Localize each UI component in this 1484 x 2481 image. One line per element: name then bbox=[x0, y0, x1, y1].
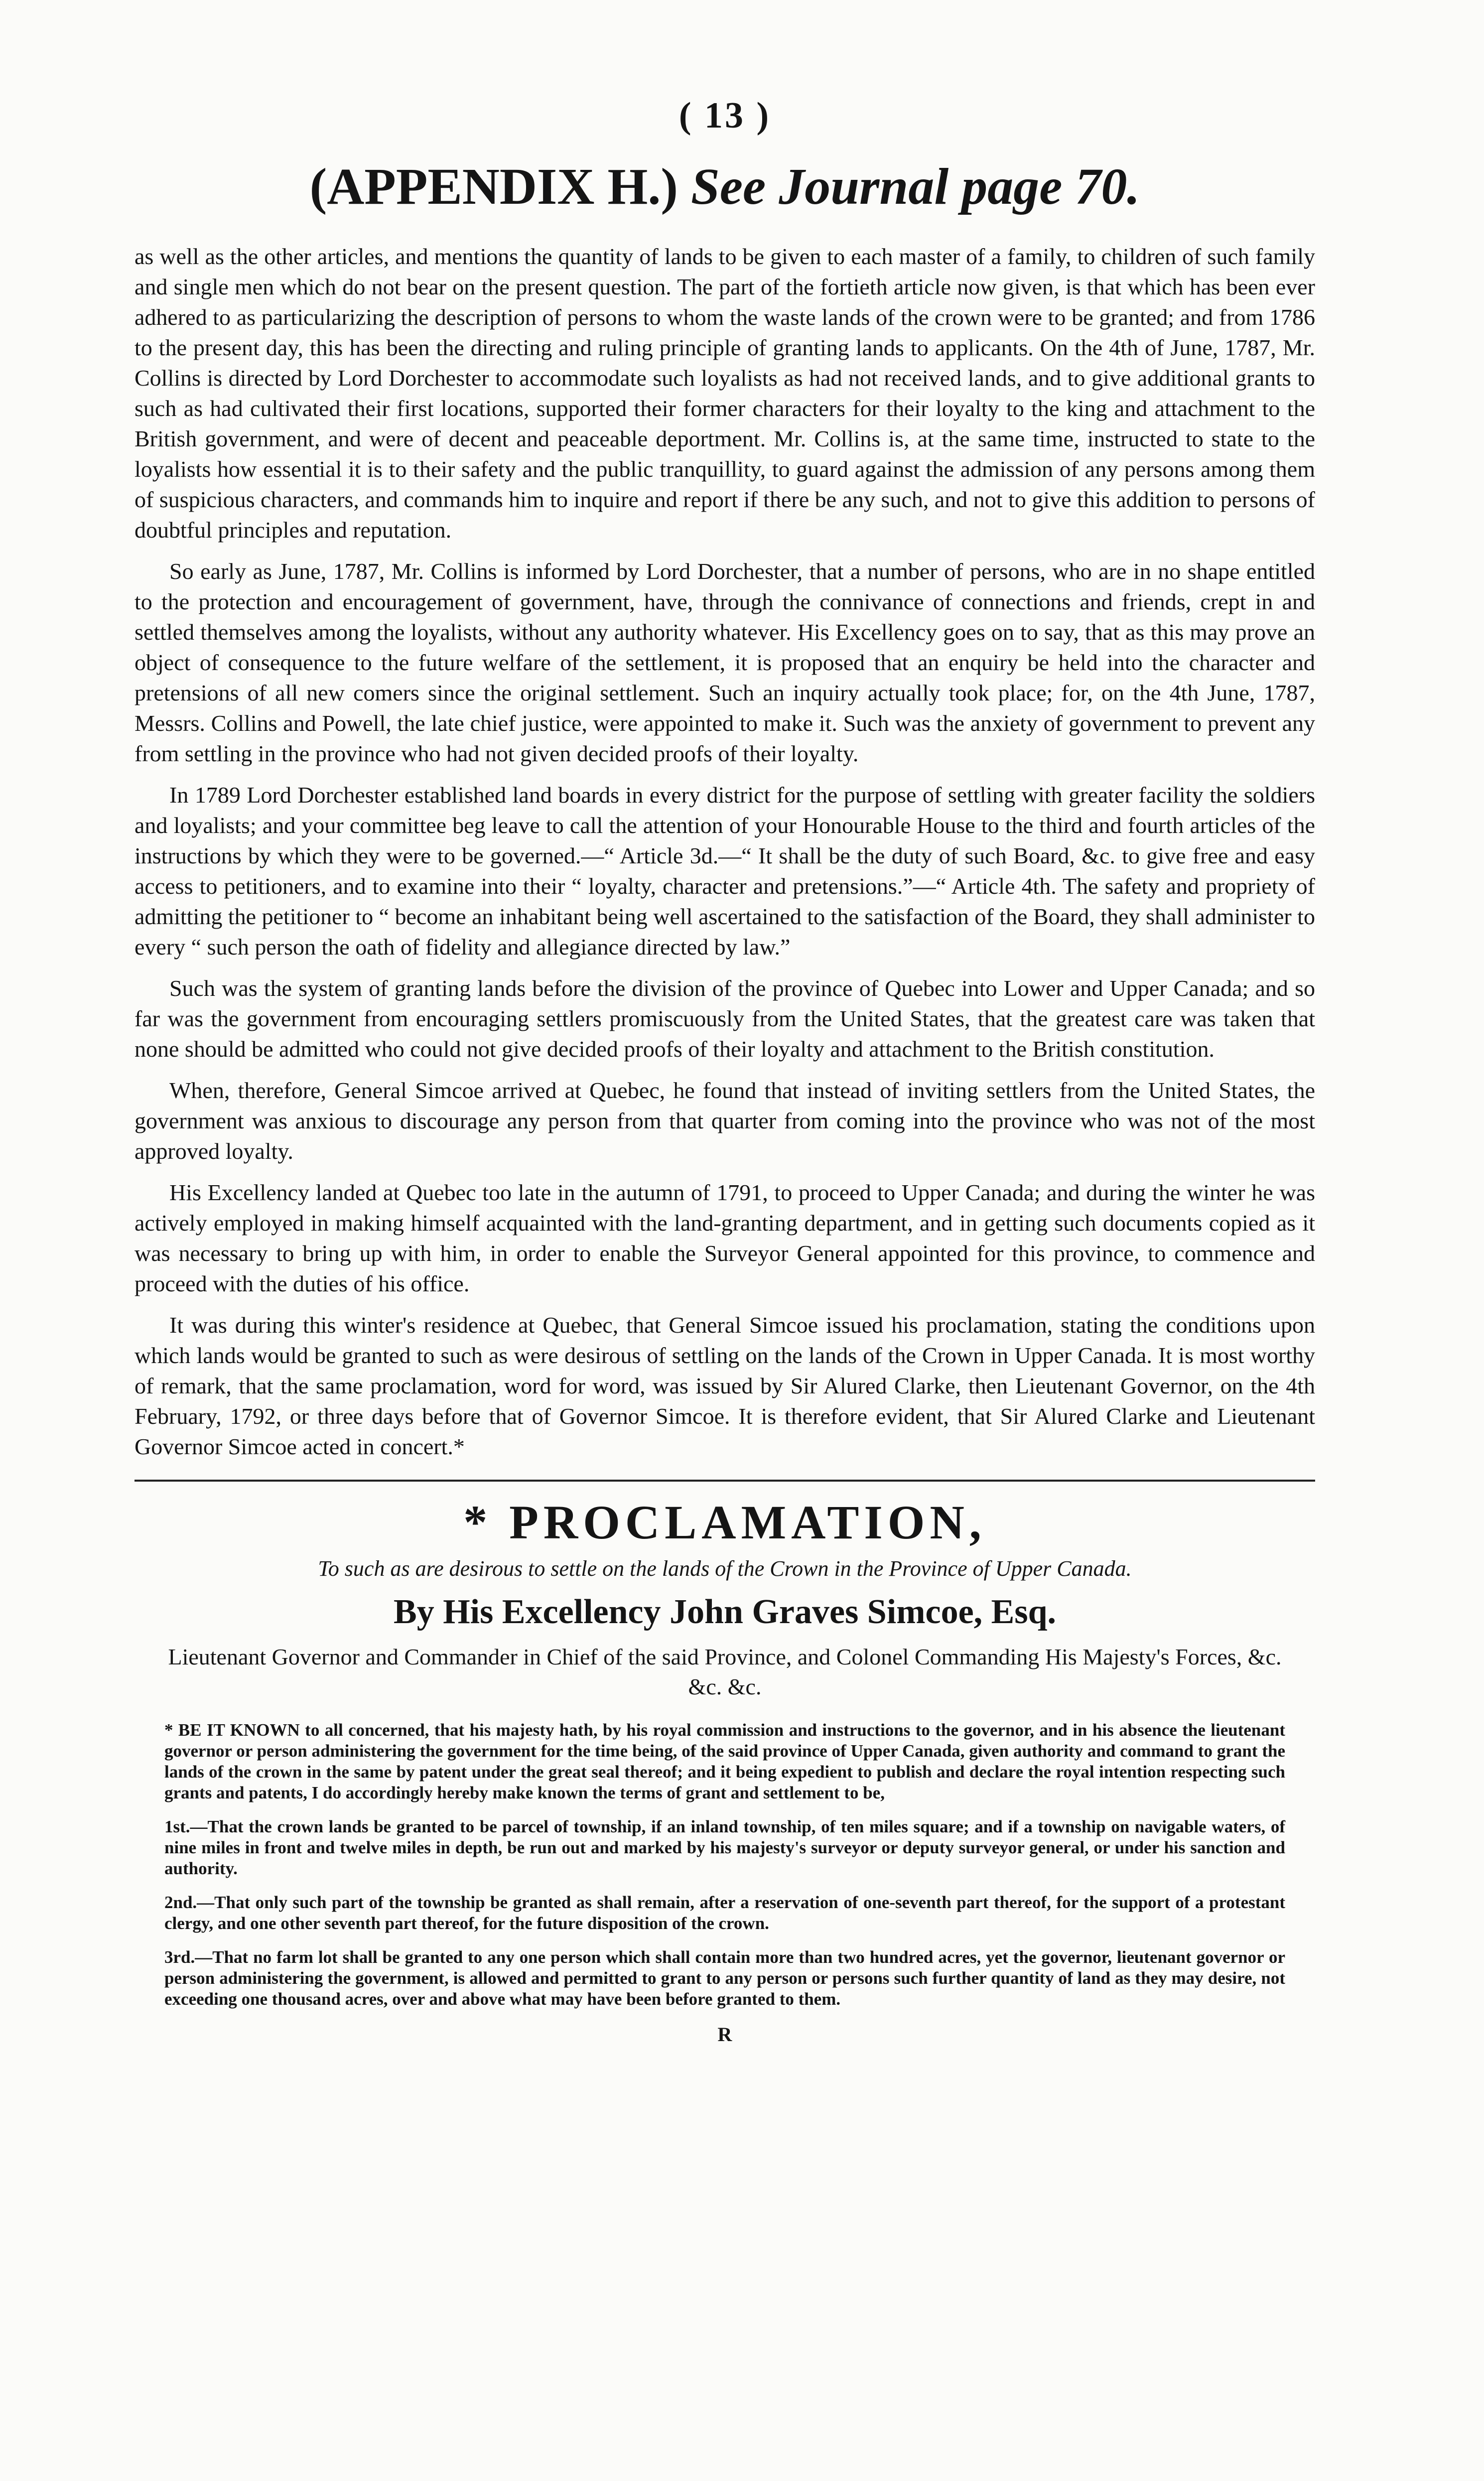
proclamation-article-2: 2nd.—That only such part of the township be granted as shall remain, after a reservation of one-seventh part thereof, for the support of a protestant clergy, and one other seventh part thereof, for the future disposition of the crown. bbox=[164, 1893, 1285, 1933]
proclamation-article-1: 1st.—That the crown lands be granted to be parcel of township, if an inland township, of ten miles square; and if a township on navigable waters, of nine miles in front and twelve miles in depth, be run out and marked by his majesty's surveyor or deputy surveyor general, or under his sanction and authority. bbox=[164, 1817, 1285, 1878]
paragraph-6: His Excellency landed at Quebec too late in the autumn of 1791, to proceed to Upper Canada; and during the winter he was actively employed in making himself acquainted with the land-granting department, and in getting such documents copied as it was necessary to bring up with him, in order to enable the Surveyor General appointed for this province, to commence and proceed with the duties of his office. bbox=[135, 1180, 1315, 1296]
paragraph-2: So early as June, 1787, Mr. Collins is informed by Lord Dorchester, that a number of persons, who are in no shape entitled to the protection and encouragement of government, have, through the connivance of connections and friends, crept in and settled themselves among the loyalists, without any authority whatever. His Excellency goes on to say, that as this may prove an object of consequence to the future welfare of the settlement, it is proposed that an enquiry be held into the character and pretensions of all new comers since the original settlement. Such an inquiry actually took place; for, on the 4th June, 1787, Messrs. Collins and Powell, the late chief justice, were appointed to make it. Such was the anxiety of government to prevent any from settling in the province who had not given decided proofs of their loyalty. bbox=[135, 558, 1315, 766]
section-divider bbox=[135, 1480, 1315, 1482]
proclamation-issuer: By His Excellency John Graves Simcoe, Esq. bbox=[394, 1593, 1056, 1631]
journal-reference: See Journal page 70. bbox=[691, 158, 1140, 215]
appendix-header bbox=[135, 157, 1315, 216]
paragraph-4: Such was the system of granting lands before the division of the province of Quebec into Lower and Upper Canada; and so far was the government from encouraging settlers promiscuously from the United States, that the greatest care was taken that none should be admitted who could not give decided proofs of their loyalty and attachment to the British constitution. bbox=[135, 975, 1315, 1062]
paragraph-3: In 1789 Lord Dorchester established land boards in every district for the purpose of settling with greater facility the soldiers and loyalists; and your committee beg leave to call the attention of your Honourable House to the third and fourth articles of the instructions by which they were to be governed.—“ Article 3d.—“ It shall be the duty of such Board, &c. to give free and easy access to petitioners, and to examine into their “ loyalty, character and pretensions.”—“ Article 4th. The safety and propriety of admitting the petitioner to “ become an inhabitant being well ascertained to the satisfaction of the Board, they shall administer to every “ such person the oath of fidelity and allegiance directed by law.” bbox=[135, 782, 1315, 960]
appendix-label: (APPENDIX H.) bbox=[309, 158, 678, 215]
proclamation-article-3: 3rd.—That no farm lot shall be granted to any one person which shall contain more than two hundred acres, yet the governor, lieutenant governor or person administering the government, is allowed and permitted to grant to any person or persons such further quantity of land as they may desire, not exceeding one thousand acres, over and above what may have been before granted to them. bbox=[164, 1947, 1285, 2009]
proclamation-subtitle: To such as are desirous to settle on the lands of the Crown in the Province of Upper Canada. bbox=[318, 1556, 1132, 1581]
document-page bbox=[135, 95, 1315, 2046]
proclamation-preamble: * BE IT KNOWN to all concerned, that his majesty hath, by his royal commission and instructions to the governor, and in his absence the lieutenant governor or person administering the government for the time being, of the said province of Upper Canada, given authority and command to grant the lands of the crown in the same by patent under the great seal thereof; and it being expedient to publish and declare the royal intention respecting such grants and patents, I do accordingly hereby make known the terms of grant and settlement to be, bbox=[164, 1720, 1285, 1802]
paragraph-7: It was during this winter's residence at Quebec, that General Simcoe issued his proclamation, stating the conditions upon which lands would be granted to such as were desirous of settling on the lands of the Crown in Upper Canada. It is most worthy of remark, that the same proclamation, word for word, was issued by Sir Alured Clarke, then Lieutenant Governor, on the 4th February, 1792, or three days before that of Governor Simcoe. It is therefore evident, that Sir Alured Clarke and Lieutenant Governor Simcoe acted in concert.* bbox=[135, 1312, 1315, 1459]
signature-mark: R bbox=[717, 2023, 732, 2046]
paragraph-1: as well as the other articles, and mentions the quantity of lands to be given to each master of a family, to children of such family and single men which do not bear on the present question. The part of the fortieth article now given, is that which has been ever adhered to as particularizing the description of persons to whom the waste lands of the crown were to be granted; and from 1786 to the present day, this has been the directing and ruling principle of granting lands to applicants. On the 4th of June, 1787, Mr. Collins is directed by Lord Dorchester to accommodate such loyalists as had not received lands, and to give additional grants to such as had cultivated their first locations, supported their former characters for their loyalty to the king and attachment to the British government, and were of decent and peaceable deportment. Mr. Collins is, at the same time, instructed to state to the loyalists how essential it is to their safety and the public tranquillity, to guard against the admission of any persons among them of suspicious characters, and commands him to inquire and report if there be any such, and not to give this addition to persons of doubtful principles and reputation. bbox=[135, 244, 1315, 543]
proclamation-office: Lieutenant Governor and Commander in Chief of the said Province, and Colonel Commanding His Majesty's Forces, &c. &c. &c. bbox=[168, 1644, 1282, 1699]
paragraph-5: When, therefore, General Simcoe arrived at Quebec, he found that instead of inviting settlers from the United States, the government was anxious to discourage any person from that quarter from coming into the province who was not of the most approved loyalty. bbox=[135, 1078, 1315, 1164]
page-number: ( 13 ) bbox=[678, 95, 771, 136]
proclamation-title: * PROCLAMATION, bbox=[463, 1496, 986, 1549]
